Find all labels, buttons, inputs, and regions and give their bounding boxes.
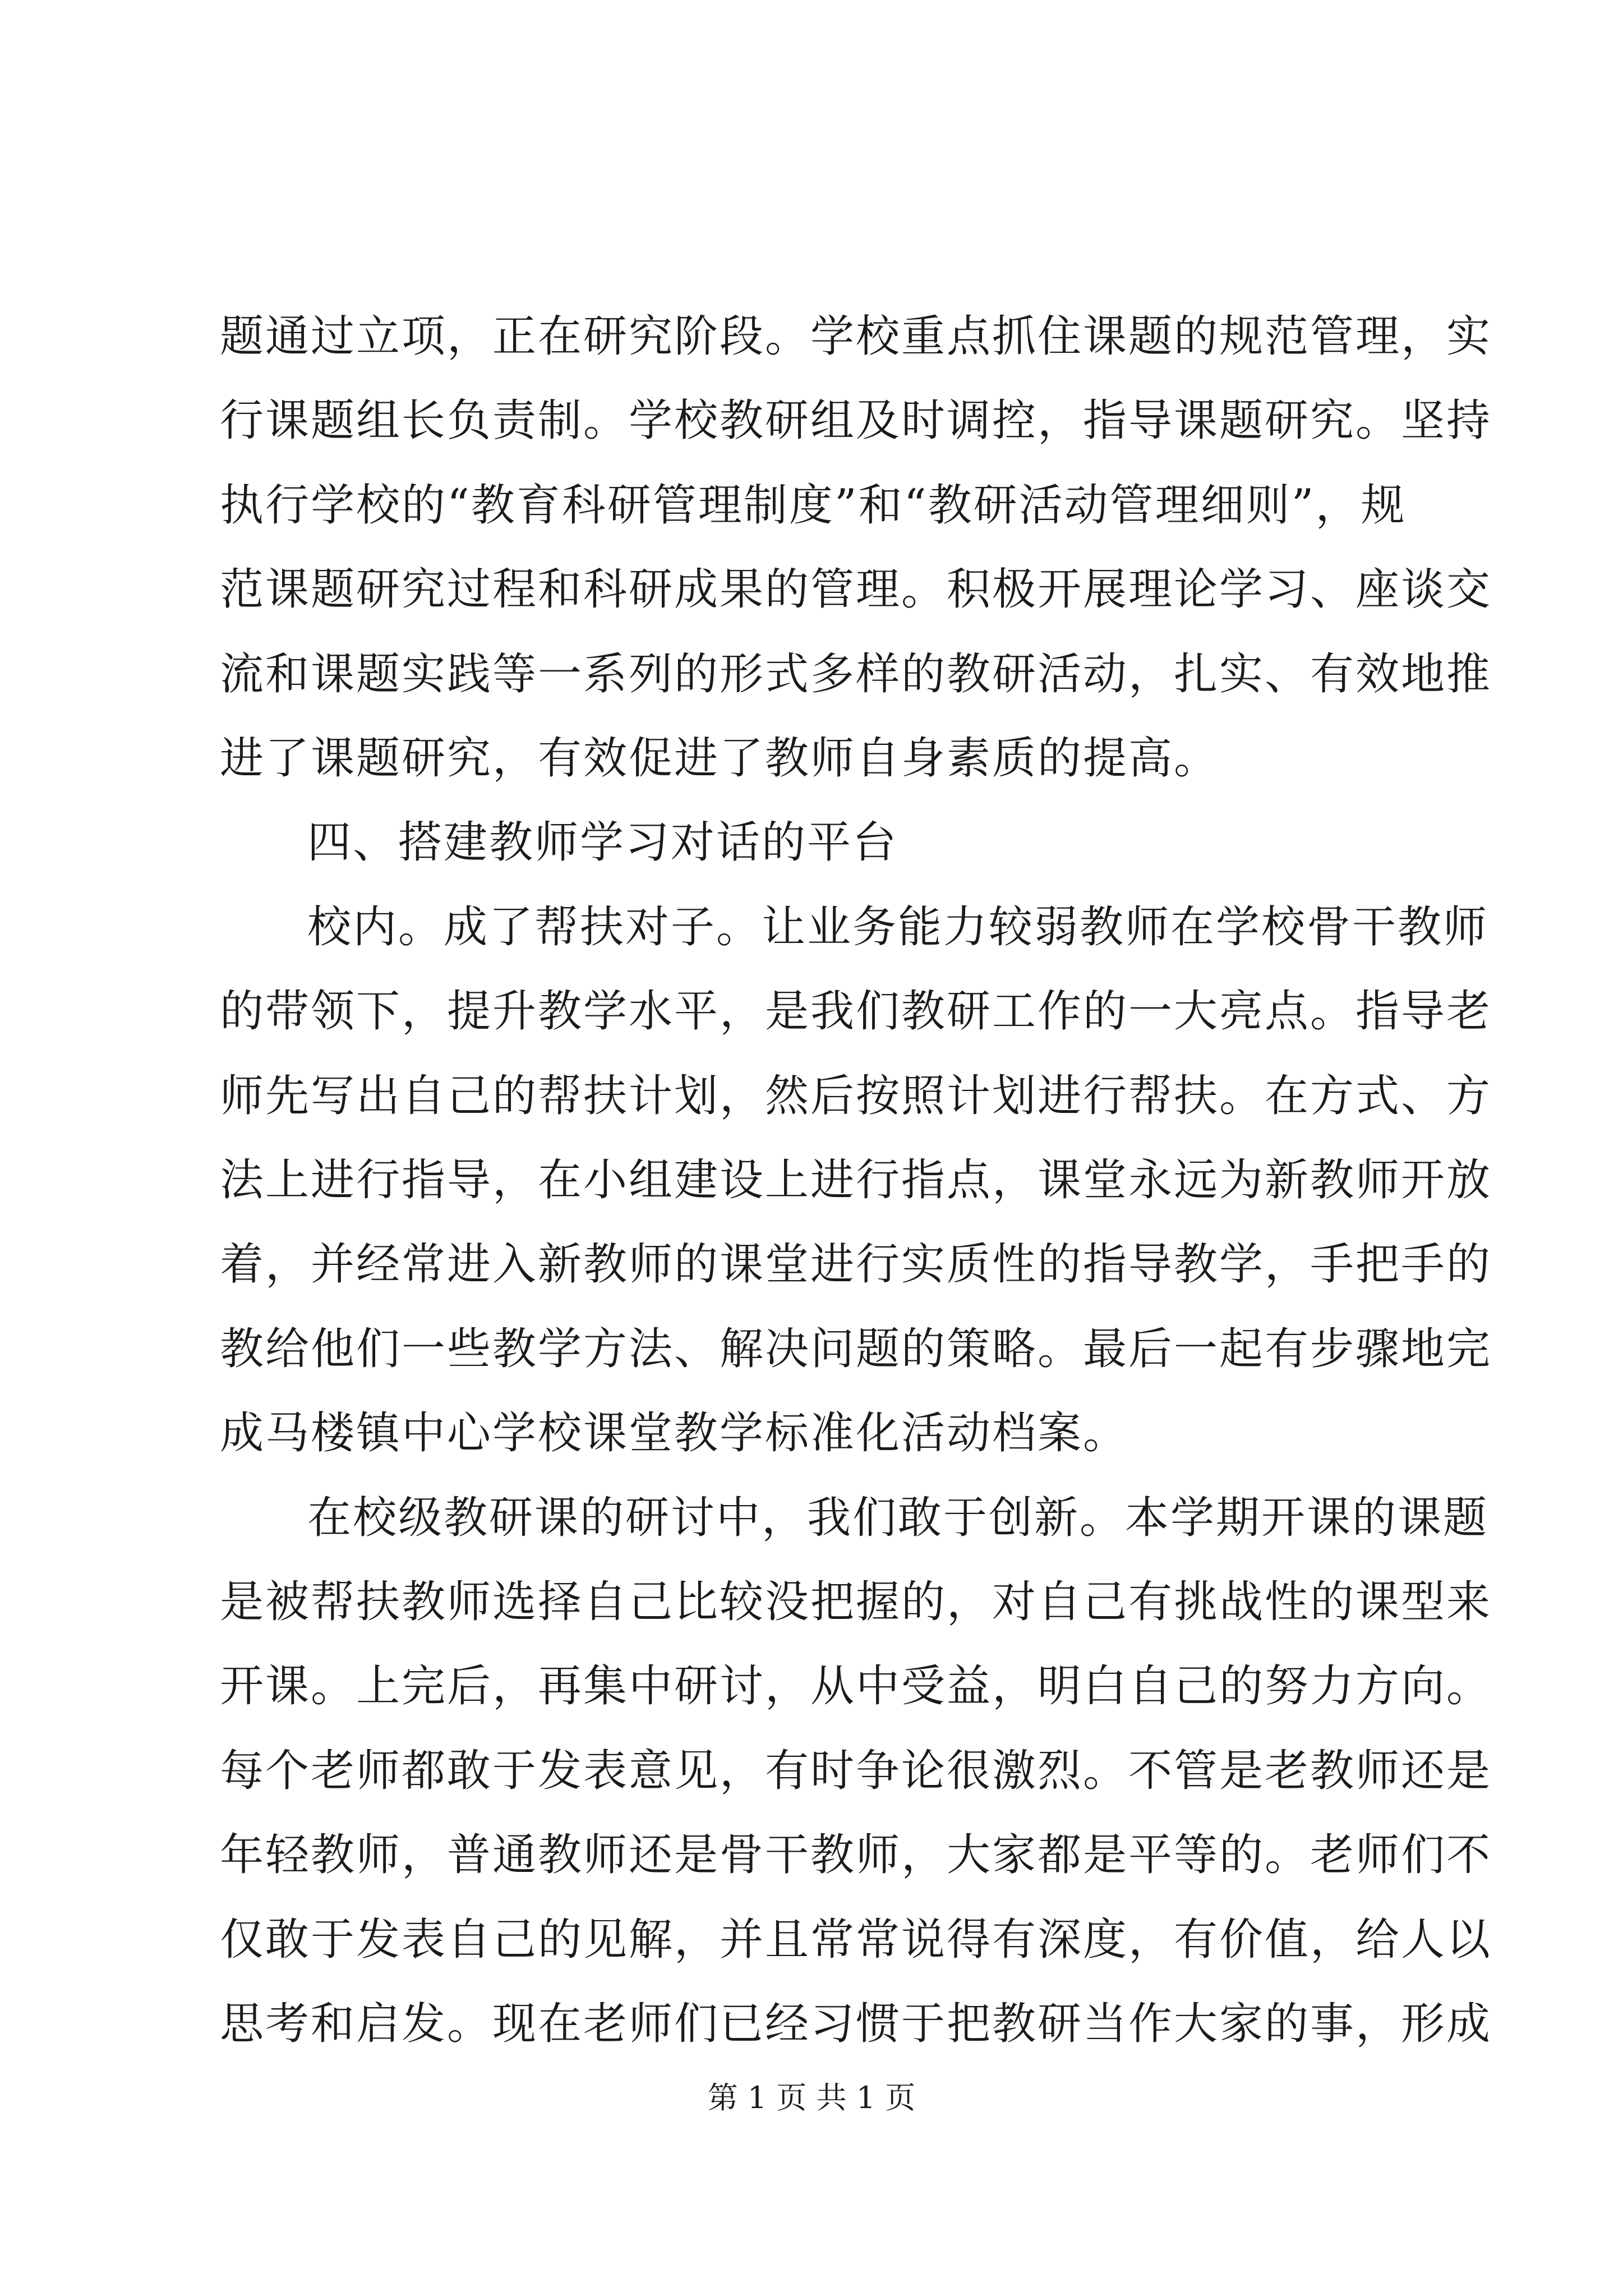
text-line: 行课题组长负责制。学校教研组及时调控，指导课题研究。坚持 — [220, 395, 1492, 446]
text-line: 法上进行指导，在小组建设上进行指点，课堂永远为新教师开放 — [220, 1155, 1492, 1205]
text-line: 教给他们一些教学方法、解决问题的策略。最后一起有步骤地完 — [220, 1324, 1492, 1374]
text-line: 进了课题研究，有效促进了教师自身素质的提高。 — [220, 733, 1220, 784]
text-line: 每个老师都敢于发表意见，有时争论很激烈。不管是老教师还是 — [220, 1746, 1492, 1796]
section-heading: 四、搭建教师学习对话的平台 — [307, 817, 898, 868]
text-line: 是被帮扶教师选择自己比较没把握的，对自己有挑战性的课型来 — [220, 1577, 1492, 1627]
text-line: 范课题研究过程和科研成果的管理。积极开展理论学习、座谈交 — [220, 564, 1492, 615]
text-line: 的带领下，提升教学水平，是我们教研工作的一大亮点。指导老 — [220, 986, 1492, 1037]
text-line: 年轻教师，普通教师还是骨干教师，大家都是平等的。老师们不 — [220, 1830, 1492, 1880]
text-line: 思考和启发。现在老师们已经习惯于把教研当作大家的事，形成 — [220, 1999, 1492, 2049]
text-line: 仅敢于发表自己的见解，并且常常说得有深度，有价值，给人以 — [220, 1915, 1492, 1965]
text-line: 成马楼镇中心学校课堂教学标准化活动档案。 — [220, 1408, 1129, 1458]
text-line: 师先写出自己的帮扶计划，然后按照计划进行帮扶。在方式、方 — [220, 1071, 1492, 1121]
text-line: 题通过立项，正在研究阶段。学校重点抓住课题的规范管理，实 — [220, 311, 1492, 362]
text-line: 流和课题实践等一系列的形式多样的教研活动，扎实、有效地推 — [220, 649, 1492, 700]
page-footer: 第 1 页 共 1 页 — [707, 2080, 916, 2115]
text-line: 开课。上完后，再集中研讨，从中受益，明白自己的努力方向。 — [220, 1661, 1492, 1711]
text-line: 在校级教研课的研讨中，我们敢于创新。本学期开课的课题 — [307, 1493, 1489, 1543]
text-line: 校内。成了帮扶对子。让业务能力较弱教师在学校骨干教师 — [307, 902, 1489, 953]
text-line: 执行学校的“教育科研管理制度”和“教研活动管理细则”，规 — [220, 480, 1407, 531]
text-line: 着，并经常进入新教师的课堂进行实质性的指导教学，手把手的 — [220, 1239, 1492, 1290]
